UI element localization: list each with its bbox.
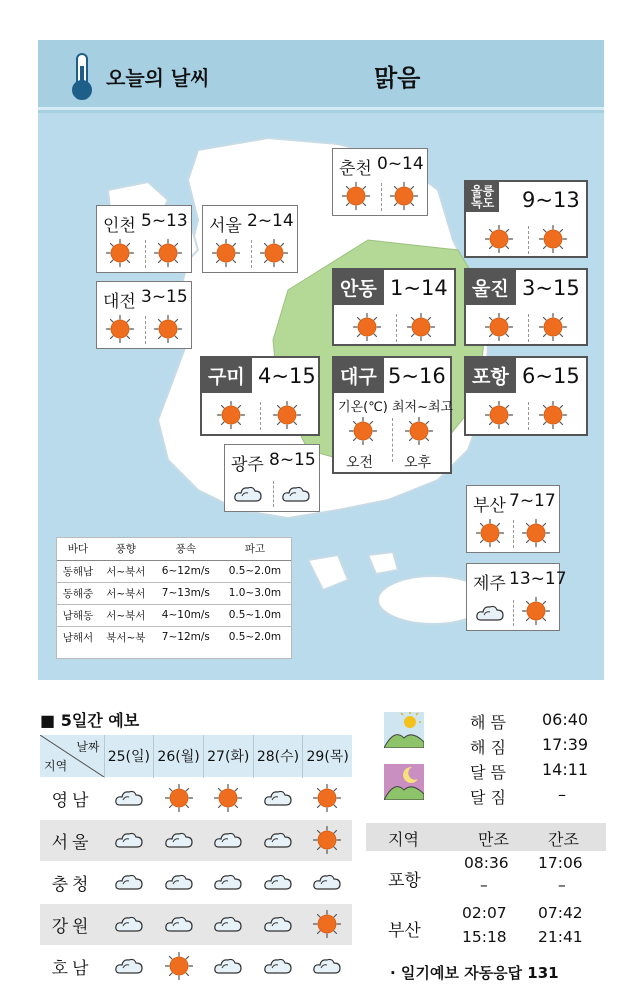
moonset-label: 달 짐 xyxy=(470,788,506,807)
city-box-ulleung xyxy=(464,180,588,258)
city-temp: 3~15 xyxy=(141,287,188,307)
cloud-icon xyxy=(281,479,311,509)
sea-header: 바다 xyxy=(57,538,99,560)
sunrise-label: 해 뜸 xyxy=(470,713,506,732)
sun-icon xyxy=(521,596,551,626)
sun-icon xyxy=(484,224,514,254)
cloud-icon xyxy=(263,825,293,855)
city-name: 부산 xyxy=(473,496,506,516)
city-temp: 7~17 xyxy=(509,491,556,511)
city-box-seoul xyxy=(202,205,298,273)
sun-icon xyxy=(105,238,135,268)
am-label: 오전 xyxy=(346,455,374,471)
sea-header: 풍속 xyxy=(153,538,219,560)
sun-icon xyxy=(484,400,514,430)
sun-icon xyxy=(312,783,342,813)
city-tag: 포항 xyxy=(466,358,516,393)
cloud-icon xyxy=(233,479,263,509)
city-name: 춘천 xyxy=(339,159,372,179)
city-tag: 대구 xyxy=(334,358,384,393)
sun-icon xyxy=(348,416,378,446)
city-box-gumi xyxy=(200,356,320,436)
tide-value: – xyxy=(558,876,566,894)
cloud-icon xyxy=(114,825,144,855)
tide-value: 21:41 xyxy=(538,928,583,946)
sun-icon xyxy=(521,518,551,548)
forecast-row xyxy=(40,777,352,819)
tide-region-busan: 부산 xyxy=(388,921,421,941)
city-temp: 5~13 xyxy=(141,211,188,231)
city-name: 대전 xyxy=(103,292,136,312)
sunrise-icon xyxy=(384,712,424,748)
sun-icon xyxy=(153,238,183,268)
city-box-daejeon xyxy=(96,281,192,349)
sun-icon xyxy=(213,783,243,813)
city-box-incheon xyxy=(96,205,192,273)
sunset-time: 17:39 xyxy=(542,735,589,754)
sun-icon xyxy=(153,314,183,344)
sun-icon xyxy=(475,518,505,548)
forecast-row xyxy=(40,903,352,945)
sunset-label: 해 짐 xyxy=(470,738,506,757)
sun-icon xyxy=(211,238,241,268)
sun-icon xyxy=(164,951,194,981)
city-name: 광주 xyxy=(231,455,264,475)
sun-icon xyxy=(341,181,371,211)
tide-header-low: 간조 xyxy=(548,830,579,849)
day-header: 27(화) xyxy=(203,735,253,777)
day-header: 26(월) xyxy=(154,735,204,777)
cloud-icon xyxy=(164,909,194,939)
sun-icon xyxy=(312,825,342,855)
pm-label: 오후 xyxy=(404,455,432,471)
day-header: 25(일) xyxy=(104,735,154,777)
cloud-icon xyxy=(263,909,293,939)
table-row: 동해남 서~북서 6~12m/s 0.5~2.0m xyxy=(57,560,291,582)
city-temp: 6~15 xyxy=(522,364,580,388)
city-box-uljin xyxy=(464,268,588,346)
page-title: 오늘의 날씨 xyxy=(106,66,210,90)
forecast-table xyxy=(40,735,352,987)
cloud-icon xyxy=(164,867,194,897)
city-temp: 8~15 xyxy=(269,450,316,470)
day-header: 28(수) xyxy=(253,735,303,777)
city-name: 인천 xyxy=(103,216,136,236)
cloud-icon xyxy=(114,951,144,981)
weather-condition: 맑음 xyxy=(374,64,421,92)
city-box-daegu xyxy=(332,356,452,474)
corner-region-label: 지역 xyxy=(44,758,68,773)
temp-legend: 기온(℃) 최저~최고 xyxy=(338,400,454,415)
corner-cell xyxy=(40,735,104,777)
moonrise-time: 14:11 xyxy=(542,760,589,779)
table-row: 남해동 서~북서 4~10m/s 0.5~1.0m xyxy=(57,604,291,626)
tide-region-pohang: 포항 xyxy=(388,871,421,891)
city-tag: 안동 xyxy=(334,270,384,305)
sun-icon xyxy=(404,416,434,446)
region-label: 충청 xyxy=(40,861,104,903)
cloud-icon xyxy=(312,867,342,897)
city-temp: 1~14 xyxy=(390,276,448,300)
cloud-icon xyxy=(263,783,293,813)
city-tag: 울진 xyxy=(466,270,516,305)
cloud-icon xyxy=(312,951,342,981)
cloud-icon xyxy=(263,951,293,981)
tide-value: – xyxy=(480,876,488,894)
city-temp: 9~13 xyxy=(522,188,580,212)
city-temp: 0~14 xyxy=(377,154,424,174)
table-row: 동해중 서~북서 7~13m/s 1.0~3.0m xyxy=(57,582,291,604)
city-box-chuncheon xyxy=(332,148,428,216)
city-box-andong xyxy=(332,268,456,346)
cloud-icon xyxy=(263,867,293,897)
tide-value: 02:07 xyxy=(462,904,507,922)
city-temp: 5~16 xyxy=(388,364,446,388)
forecast-row xyxy=(40,819,352,861)
moonset-time: – xyxy=(558,785,566,804)
cloud-icon xyxy=(114,867,144,897)
forecast-header-row xyxy=(40,735,352,777)
city-box-pohang xyxy=(464,356,588,436)
tide-header xyxy=(366,823,606,851)
sun-icon xyxy=(105,314,135,344)
region-label: 호남 xyxy=(40,945,104,987)
city-temp: 4~15 xyxy=(258,364,316,388)
city-box-jeju xyxy=(466,563,567,631)
day-header: 29(목) xyxy=(303,735,352,777)
map-panel xyxy=(38,40,604,680)
sea-conditions-table xyxy=(56,537,292,659)
cloud-icon xyxy=(114,783,144,813)
sun-icon xyxy=(272,400,302,430)
tide-value: 07:42 xyxy=(538,904,583,922)
city-temp: 2~14 xyxy=(247,211,294,231)
sun-icon xyxy=(216,400,246,430)
sea-header: 파고 xyxy=(219,538,291,560)
sun-icon xyxy=(484,312,514,342)
city-box-gwangju xyxy=(224,444,320,512)
sunrise-time: 06:40 xyxy=(542,710,589,729)
sun-icon xyxy=(389,181,419,211)
region-label: 서울 xyxy=(40,819,104,861)
city-temp: 13~17 xyxy=(509,569,567,589)
forecast-row xyxy=(40,945,352,987)
city-tag: 울릉 독도 xyxy=(466,182,499,212)
footer-note: · 일기예보 자동응답 131 xyxy=(390,964,559,982)
forecast-row xyxy=(40,861,352,903)
cloud-icon xyxy=(213,951,243,981)
tide-value: 08:36 xyxy=(464,854,509,872)
forecast-title: ■ 5일간 예보 xyxy=(40,711,140,730)
cloud-icon xyxy=(114,909,144,939)
city-temp: 3~15 xyxy=(522,276,580,300)
tide-header-high: 만조 xyxy=(478,830,509,849)
sun-icon xyxy=(352,312,382,342)
tide-value: 17:06 xyxy=(538,854,583,872)
city-name: 제주 xyxy=(473,574,506,594)
sun-icon xyxy=(538,224,568,254)
tide-header-region: 지역 xyxy=(388,830,419,849)
moonrise-label: 달 뜸 xyxy=(470,763,506,782)
sun-icon xyxy=(538,312,568,342)
sun-icon xyxy=(259,238,289,268)
region-label: 영남 xyxy=(40,777,104,819)
cloud-icon xyxy=(213,825,243,855)
sun-icon xyxy=(312,909,342,939)
city-tag: 구미 xyxy=(202,358,252,393)
region-label: 강원 xyxy=(40,903,104,945)
sea-header: 풍향 xyxy=(99,538,153,560)
tide-value: 15:18 xyxy=(462,928,507,946)
cloud-icon xyxy=(213,867,243,897)
table-row: 남해서 북서~북 7~12m/s 0.5~2.0m xyxy=(62,631,282,644)
sun-icon xyxy=(406,312,436,342)
cloud-icon xyxy=(213,909,243,939)
sun-icon xyxy=(164,783,194,813)
cloud-icon xyxy=(475,598,505,628)
corner-date-label: 날짜 xyxy=(76,740,100,754)
moon-icon xyxy=(384,764,424,800)
city-name: 서울 xyxy=(209,216,242,236)
sun-icon xyxy=(538,400,568,430)
cloud-icon xyxy=(164,825,194,855)
city-box-busan xyxy=(466,485,560,553)
